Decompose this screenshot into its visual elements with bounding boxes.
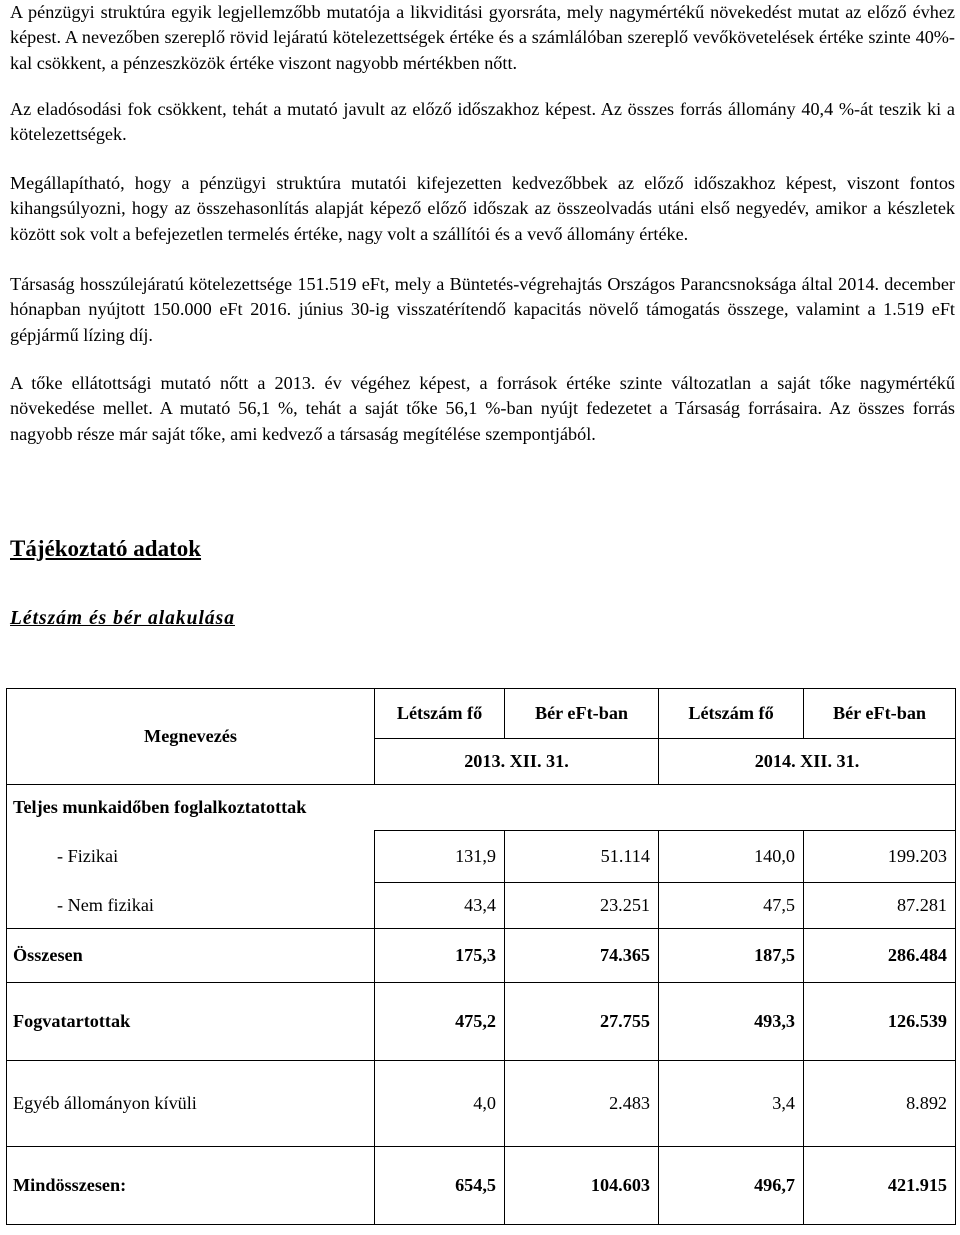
cell-wage-2014: 421.915 <box>804 1147 956 1225</box>
table-row <box>7 929 956 983</box>
cell-headcount-2014: 496,7 <box>659 1147 804 1225</box>
table-row <box>7 831 956 883</box>
row-label: Fogvatartottak <box>7 983 375 1061</box>
table-row <box>7 883 956 929</box>
paragraph-equity-ratio: A tőke ellátottsági mutató nőtt a 2013. év végéhez képest, a források értéke szinte változatlan a saját tőke nagymértékű növekedése mellet. A mutató 56,1 %, tehát a saját tőke 56,1 %-ban nyújt fedezetet a Társaság forrásaira. Az összes forrás nagyobb része már saját tőke, ami kedvező a társaság megítélése szempontjából. <box>10 373 955 444</box>
cell-headcount-2014: 47,5 <box>659 883 804 929</box>
table-header-row <box>7 689 956 739</box>
cell-wage-2014: 286.484 <box>804 929 956 983</box>
header-date-2014: 2014. XII. 31. <box>659 739 956 785</box>
cell-wage-2013: 104.603 <box>505 1147 659 1225</box>
cell-wage-2013: 27.755 <box>505 983 659 1061</box>
cell-headcount-2014: 3,4 <box>659 1061 804 1147</box>
cell-headcount-2013: 131,9 <box>375 831 505 883</box>
header-wage-2014: Bér eFt-ban <box>804 689 956 739</box>
cell-headcount-2014: 493,3 <box>659 983 804 1061</box>
header-date-2013: 2013. XII. 31. <box>375 739 659 785</box>
cell-wage-2013: 23.251 <box>505 883 659 929</box>
group-label-full-time: Teljes munkaidőben foglalkoztatottak <box>7 785 956 831</box>
row-label: Összesen <box>7 929 375 983</box>
paragraph-long-term-liabilities: Társaság hosszúlejáratú kötelezettsége 151.519 eFt, mely a Büntetés-végrehajtás Országos Parancsnoksága által 2014. december hónapban nyújtott 150.000 eFt 2016. június 30-ig visszatérítendő kapacitás növelő támogatás összege, valamint a 1.519 eFt gépjármű lízing díj. <box>10 274 955 345</box>
row-label: Mindösszesen: <box>7 1147 375 1225</box>
subsection-title: Létszám és bér alakulása <box>10 608 235 629</box>
cell-headcount-2014: 140,0 <box>659 831 804 883</box>
header-headcount-2013: Létszám fő <box>375 689 505 739</box>
paragraph-indebtedness: Az eladósodási fok csökkent, tehát a mutató javult az előző időszakhoz képest. Az összes forrás állomány 40,4 %-át teszik ki a kötelezettségek. <box>10 99 955 145</box>
table-row <box>7 1147 956 1225</box>
row-label: Egyéb állományon kívüli <box>7 1061 375 1147</box>
cell-wage-2014: 87.281 <box>804 883 956 929</box>
row-label: - Nem fizikai <box>7 883 375 929</box>
header-headcount-2014: Létszám fő <box>659 689 804 739</box>
cell-wage-2014: 199.203 <box>804 831 956 883</box>
section-title: Tájékoztató adatok <box>10 536 202 561</box>
row-label: - Fizikai <box>7 831 375 883</box>
cell-wage-2013: 74.365 <box>505 929 659 983</box>
cell-wage-2013: 51.114 <box>505 831 659 883</box>
cell-headcount-2013: 654,5 <box>375 1147 505 1225</box>
header-wage-2013: Bér eFt-ban <box>505 689 659 739</box>
table-row <box>7 983 956 1061</box>
table-row <box>7 1061 956 1147</box>
paragraph-liquidity: A pénzügyi struktúra egyik legjellemzőbb mutatója a likviditási gyorsráta, mely nagymértékű növekedést mutat az előző évhez képest. A nevezőben szereplő rövid lejáratú kötelezettségek értéke és a számlálóban szereplő vevőkövetelések értéke szinte 40%-kal csökkent, a pénzeszközök értéke viszont nagyobb mértékben nőtt. <box>10 2 955 73</box>
cell-wage-2014: 8.892 <box>804 1061 956 1147</box>
cell-headcount-2014: 187,5 <box>659 929 804 983</box>
headcount-wage-table <box>6 688 956 1225</box>
cell-headcount-2013: 175,3 <box>375 929 505 983</box>
cell-wage-2014: 126.539 <box>804 983 956 1061</box>
cell-headcount-2013: 4,0 <box>375 1061 505 1147</box>
table-group-row <box>7 785 956 831</box>
cell-wage-2013: 2.483 <box>505 1061 659 1147</box>
cell-headcount-2013: 43,4 <box>375 883 505 929</box>
cell-headcount-2013: 475,2 <box>375 983 505 1061</box>
paragraph-structure: Megállapítható, hogy a pénzügyi struktúra mutatói kifejezetten kedvezőbbek az előző időszakhoz képest, viszont fontos kihangsúlyozni, hogy az összehasonlítás alapját képező előző időszak az összeolvadás utáni első negyedév, amikor a készletek között sok volt a befejezetlen termelés értéke, nagy volt a szállítói és a vevő állomány értéke. <box>10 173 955 244</box>
header-name-cell: Megnevezés <box>7 689 375 785</box>
